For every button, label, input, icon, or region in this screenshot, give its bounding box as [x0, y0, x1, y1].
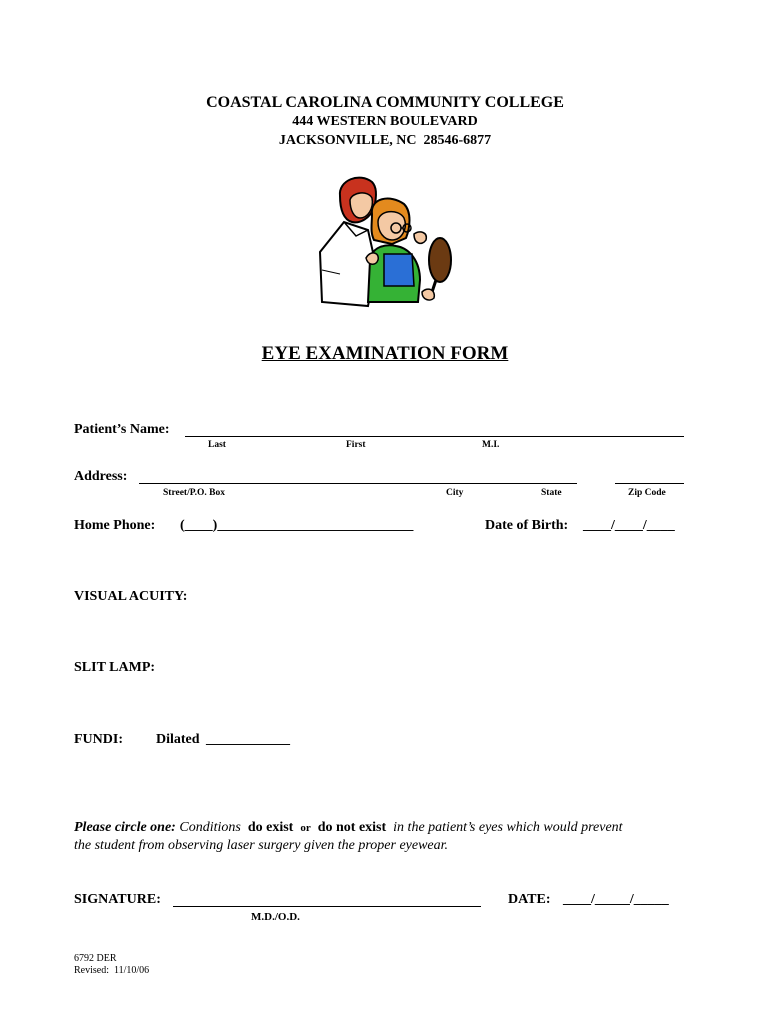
footer-form-code: 6792 DER [74, 953, 117, 964]
patient-name-label: Patient’s Name: [74, 422, 170, 437]
circle-one-rest-1: in the patient’s eyes which would prevent [393, 820, 623, 835]
home-phone-field[interactable]: (____)____________________________ [180, 518, 414, 533]
signature-field[interactable] [173, 906, 481, 907]
footer-revised: Revised: 11/10/06 [74, 965, 150, 976]
address-sub-city: City [446, 488, 464, 498]
address-sub-state: State [541, 488, 562, 498]
visual-acuity-label: VISUAL ACUITY: [74, 589, 188, 604]
circle-one-rest-2: the student from observing laser surgery given the proper eyewear. [74, 838, 449, 853]
slit-lamp-label: SLIT LAMP: [74, 660, 156, 675]
signature-sub-md-od: M.D./O.D. [251, 911, 300, 923]
circle-one-lead: Please circle one: [74, 820, 176, 835]
patient-name-sub-last: Last [208, 440, 226, 450]
date-label: DATE: [508, 892, 551, 907]
circle-one-line-1 [74, 820, 623, 836]
home-phone-label: Home Phone: [74, 518, 156, 533]
college-street: 444 WESTERN BOULEVARD [292, 114, 478, 129]
or-text: or [300, 822, 311, 834]
zip-code-field[interactable] [615, 483, 684, 484]
dilated-field[interactable]: ____________ [206, 732, 290, 747]
dilated-label: Dilated [156, 732, 200, 747]
patient-name-sub-mi: M.I. [482, 440, 500, 450]
dob-label: Date of Birth: [485, 518, 569, 533]
patient-name-field[interactable] [185, 436, 684, 437]
college-name: COASTAL CAROLINA COMMUNITY COLLEGE [206, 94, 564, 111]
address-field[interactable] [139, 483, 577, 484]
signature-label: SIGNATURE: [74, 892, 161, 907]
dob-field[interactable]: ____/____/____ [583, 518, 675, 533]
optometrist-clipart-icon [316, 174, 458, 310]
address-sub-street: Street/P.O. Box [163, 488, 226, 498]
do-not-exist-option[interactable]: do not exist [317, 820, 387, 835]
fundi-label: FUNDI: [74, 732, 123, 747]
college-city: JACKSONVILLE, NC 28546-6877 [278, 133, 492, 148]
address-sub-zip: Zip Code [628, 488, 666, 498]
date-field[interactable]: ____/_____/_____ [563, 892, 669, 907]
patient-name-sub-first: First [346, 440, 366, 450]
do-exist-option[interactable]: do exist [247, 820, 294, 835]
conditions-text: Conditions [179, 820, 241, 835]
form-title: EYE EXAMINATION FORM [261, 343, 509, 364]
address-label: Address: [74, 469, 128, 484]
